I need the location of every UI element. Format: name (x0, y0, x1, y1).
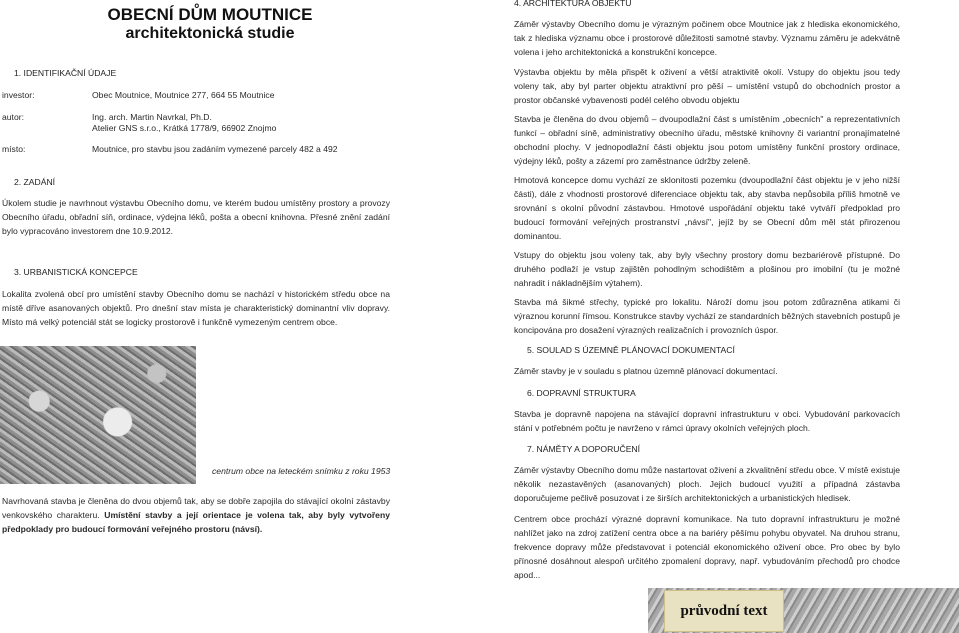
pruvodni-text-button[interactable]: průvodní text (664, 590, 784, 632)
section3-text2 (2, 494, 390, 536)
section4-heading: 4. ARCHITEKTURA OBJEKTU (514, 0, 632, 8)
section6-heading: 6. DOPRAVNÍ STRUKTURA (527, 388, 636, 398)
section6-text: Stavba je dopravně napojena na stávající dopravní infrastrukturu v obci. Vybudování parkovacích stání v potřebném počtu je navrženo v rámci úpravy okolních veřejných ploch. (514, 409, 900, 433)
section7-p2: Centrem obce prochází výrazné dopravní komunikace. Na tuto dopravní infrastrukturu je možné nahlížet jako na zdroj zatížení centra obce a na bariéry pěšímu pohybu obyvatel. Na druhou stranu, frekvence dopravy může představovat i potenciál ekonomického oživení obce. Pro obec by bylo přínosné dosáhnout alespoň určitého zpomalení dopravy, např. vybudováním přechodů pro chodce apod... (514, 514, 900, 580)
author-line2: Atelier GNS s.r.o., Krátká 1778/9, 66902 Znojmo (92, 123, 277, 133)
section4-p4: Hmotová koncepce domu vychází ze sklonitosti pozemku (dvoupodlažní část objektu je v jeho nižší části), dále z vhodnosti prostorové diferenciace objektu tak, aby stavba nepůsobila příliš hmotně ve srovnání s okolní původní zástavbou. Hmotové uspořádání objektu také vytváří předpoklad pro budoucí formování veřejných prostranství „návsí", jejíž by se Obecní dům měl stát přirozenou dominantou. (514, 175, 900, 241)
author-label: autor: (2, 112, 24, 122)
section7-heading: 7. NÁMĚTY A DOPORUČENÍ (527, 444, 641, 454)
section4-p6: Stavba má šikmé střechy, typické pro lokalitu. Nároží domu jsou potom zdůrazněna atikami či výraznou korunní římsou. Konstrukce stavby vychází ze standardních běžných stavebních postupů je koncipována pro dosažení výrazných realizačních i provozních úspor. (514, 297, 900, 335)
investor-value: Obec Moutnice, Moutnice 277, 664 55 Moutnice (92, 90, 275, 100)
section3-text2-bold: Umístění stavby a její orientace je volena tak, aby byly vytvořeny předpoklady pro budoucí formování veřejného prostoru (návsí). (2, 510, 390, 534)
doc-title-line2: architektonická studie (125, 25, 295, 42)
section3-text: Lokalita zvolená obcí pro umístění stavby Obecního domu se nachází v historickém středu obce na místě dříve asanovaných objektů. Pro dnešní stav místa je charakteristický dominantní vliv dopravy. Místo má velký potenciál stát se logicky prostorově i funkčně vymezeným centrem obce. (2, 289, 390, 327)
section1-heading: 1. IDENTIFIKAČNÍ ÚDAJE (14, 68, 117, 78)
section5-text: Záměr stavby je v souladu s platnou územně plánovací dokumentací. (514, 366, 778, 376)
author-line1: Ing. arch. Martin Navrkal, Ph.D. (92, 112, 212, 122)
section5-heading: 5. SOULAD S ÚZEMNĚ PLÁNOVACÍ DOKUMENTACÍ (527, 345, 735, 355)
section4-p5: Vstupy do objektu jsou voleny tak, aby byly všechny prostory domu bezbariérově přístupné. Do druhého podlaží je vstup zajištěn pohodlným schodištěm a plošinou pro imobilní (tu je možné nahradit i nákladnějším výtahem). (514, 250, 900, 288)
doc-title-line1: OBECNÍ DŮM MOUTNICE (107, 5, 313, 24)
section2-text: Úkolem studie je navrhnout výstavbu Obecního domu, ve kterém budou umístěny prostory a provozy Obecního úřadu, obřadní síň, ordinace, výdejna léků, pošta a obecní knihovna. Přesné znění zadání bylo vypracováno investorem dne 10.9.2012. (2, 198, 390, 236)
place-value: Moutnice, pro stavbu jsou zadáním vymezené parcely 482 a 492 (92, 144, 338, 154)
investor-label: investor: (2, 90, 35, 100)
section4-p1: Záměr výstavby Obecního domu je výrazným počinem obce Moutnice jak z hlediska ekonomického, tak z hlediska významu obce i prostorové důležitosti samotné stavby. Významu záměru je adekvátně volena i jeho architektonická a konstrukční koncepce. (514, 19, 900, 57)
section3-text2-plain: Navrhovaná stavba je členěna do dvou objemů tak, aby se dobře zapojila do stávající okolní zástavby venkovského charakteru. (2, 496, 390, 520)
photo-caption: centrum obce na leteckém snímku z roku 1953 (212, 466, 391, 476)
section4-p2: Výstavba objektu by měla přispět k oživení a větší atraktivitě okolí. Vstupy do objektu jsou tedy voleny tak, aby byl parter objektu atraktivní pro pěší – umístění vstupů do obchodních prostor a prostor občanské vybavenosti podél celého obvodu objektu (514, 67, 900, 105)
aerial-photo (0, 346, 196, 484)
section4-p3: Stavba je členěna do dvou objemů – dvoupodlažní část s umístěním „obecních" a reprezentativních funkcí – obřadní síně, administrativy obecního úřadu, městské knihovny či variantní pronajímatelné obchodní plochy. V jednopodlažní části objektu jsou potom umístěny funkční prostory ordinace, výdejny léků, pošty a zázemí pro zaměstnance údržby zeleně. (514, 114, 900, 166)
section2-heading: 2. ZADÁNÍ (14, 177, 56, 187)
section7-p1: Záměr výstavby Obecního domu může nastartovat oživení a zkvalitnění středu obce. V místě existuje několik nezastavěných (asanovaných) ploch. Jejich budoucí využití a případná zástavba doporučujeme pečlivě posuzovat i ze širších architektonických a urbanistických hledisek. (514, 465, 900, 503)
doc-title (90, 5, 330, 43)
section3-heading: 3. URBANISTICKÁ KONCEPCE (14, 267, 138, 277)
place-label: místo: (2, 144, 26, 154)
